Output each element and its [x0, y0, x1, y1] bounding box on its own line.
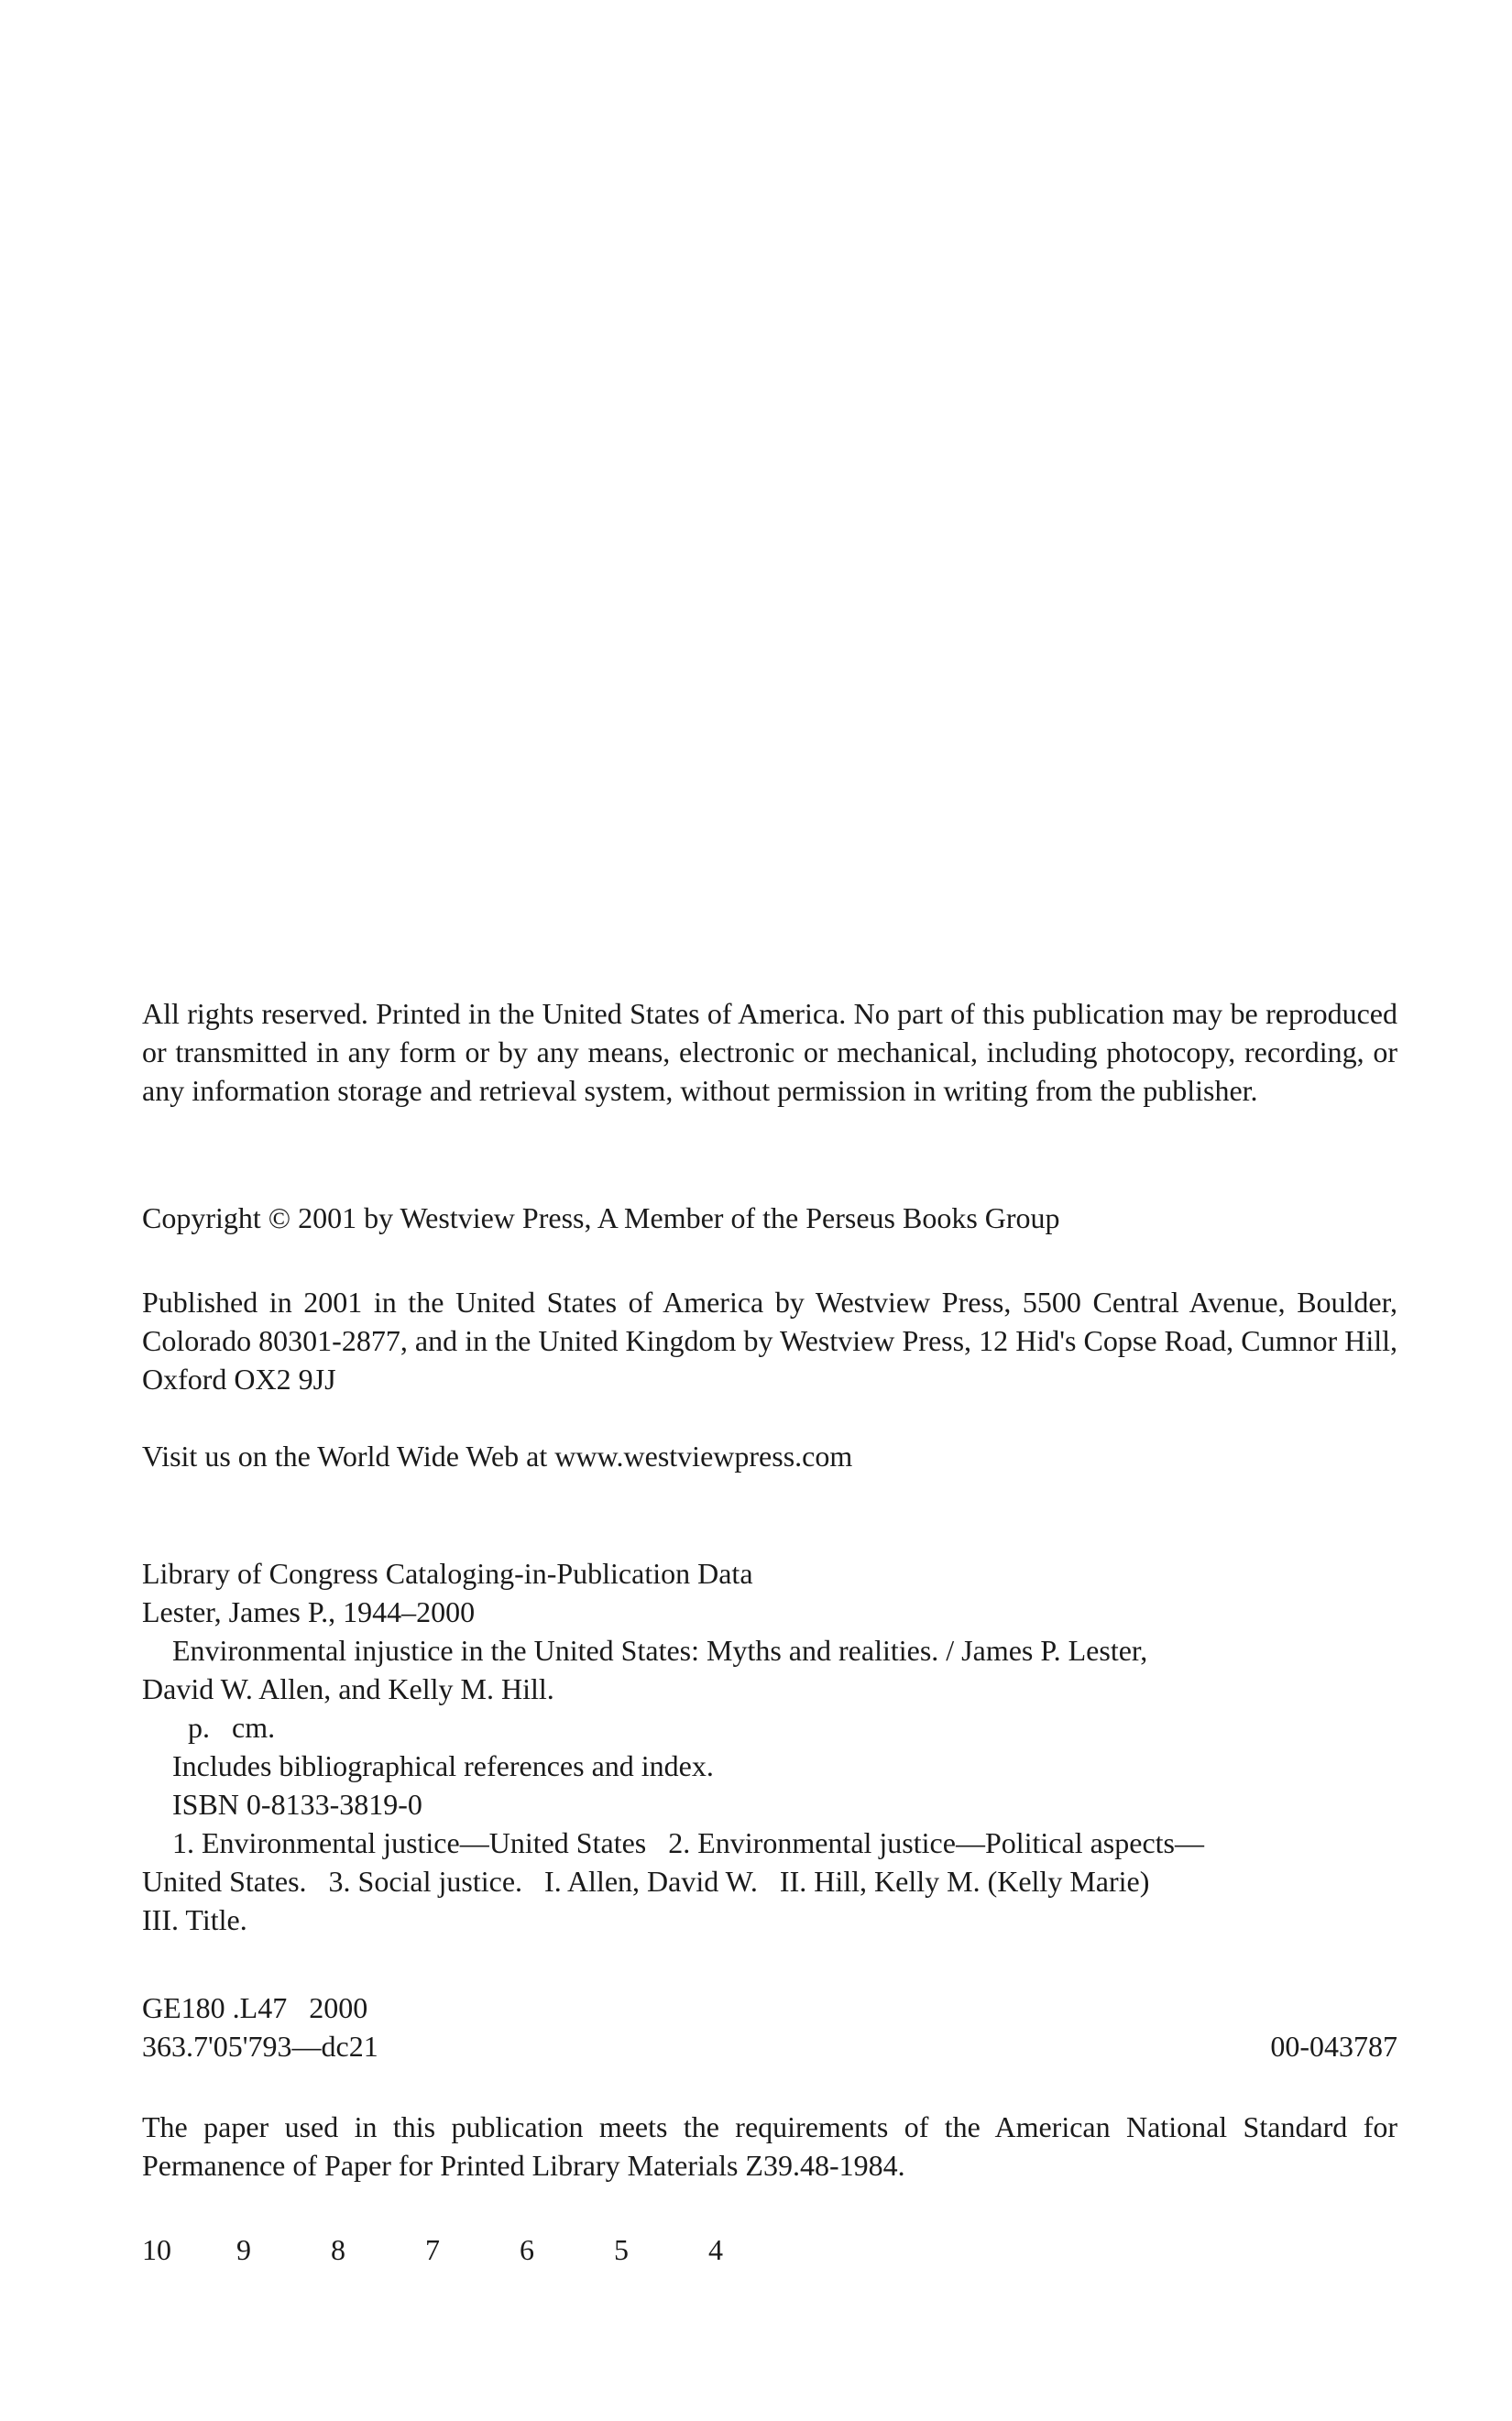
impression-line — [142, 2230, 1397, 2269]
cip-author: Lester, James P., 1944–2000 — [142, 1595, 476, 1628]
cip-heading: Library of Congress Cataloging-in-Publication Data — [142, 1557, 753, 1590]
cip-data-block — [142, 1554, 1397, 1939]
cip-title-line-2: David W. Allen, and Kelly M. Hill. — [142, 1672, 554, 1705]
impression-number: 5 — [614, 2233, 629, 2266]
publisher-info: Published in 2001 in the United States of America by Westview Press, 5500 Central Avenue, Boulder, Colorado 80301-2877, and in the United Kingdom by Westview Press, 12 Hid's Copse Road, Cumnor Hill, Oxford OX2 9JJ — [142, 1286, 1397, 1396]
cip-subjects-line-3: III. Title. — [142, 1903, 247, 1936]
cip-notes: Includes bibliographical references and index. — [172, 1749, 714, 1782]
impression-number: 7 — [425, 2233, 440, 2266]
rights-statement: All rights reserved. Printed in the United States of America. No part of this publication may be reproduced or transmitted in any form or by any means, electronic or mechanical, including photocopy, recording, or any information storage and retrieval system, without permission in writing from the publisher. — [142, 997, 1397, 1107]
cip-pages: p. cm. — [188, 1711, 276, 1744]
paper-statement: The paper used in this publication meets the requirements of the American National Standard for Permanence of Paper for Printed Library Materials Z39.48-1984. — [142, 2110, 1397, 2182]
impression-number: 8 — [331, 2233, 345, 2266]
cip-isbn: ISBN 0-8133-3819-0 — [172, 1788, 422, 1821]
cip-subjects-line-1: 1. Environmental justice—United States 2. Environmental justice—Political aspects— — [172, 1826, 1204, 1859]
impression-number: 6 — [520, 2233, 534, 2266]
call-number: GE180 .L47 2000 — [142, 1991, 368, 2024]
copyright-notice: Copyright © 2001 by Westview Press, A Member of the Perseus Books Group — [142, 1201, 1060, 1234]
impression-number: 10 — [142, 2233, 171, 2266]
dewey-number: 363.7'05'793—dc21 — [142, 2030, 378, 2063]
classification-block — [142, 1988, 1397, 2065]
lccn: 00-043787 — [1270, 2030, 1397, 2063]
impression-number: 4 — [708, 2233, 723, 2266]
impression-number: 9 — [236, 2233, 251, 2266]
dewey-row — [142, 2027, 1397, 2065]
cip-subjects-line-2: United States. 3. Social justice. I. Allen, David W. II. Hill, Kelly M. (Kelly Marie) — [142, 1865, 1150, 1898]
cip-title-line-1: Environmental injustice in the United States: Myths and realities. / James P. Lester, — [172, 1634, 1148, 1667]
website-notice: Visit us on the World Wide Web at www.westviewpress.com — [142, 1440, 853, 1473]
